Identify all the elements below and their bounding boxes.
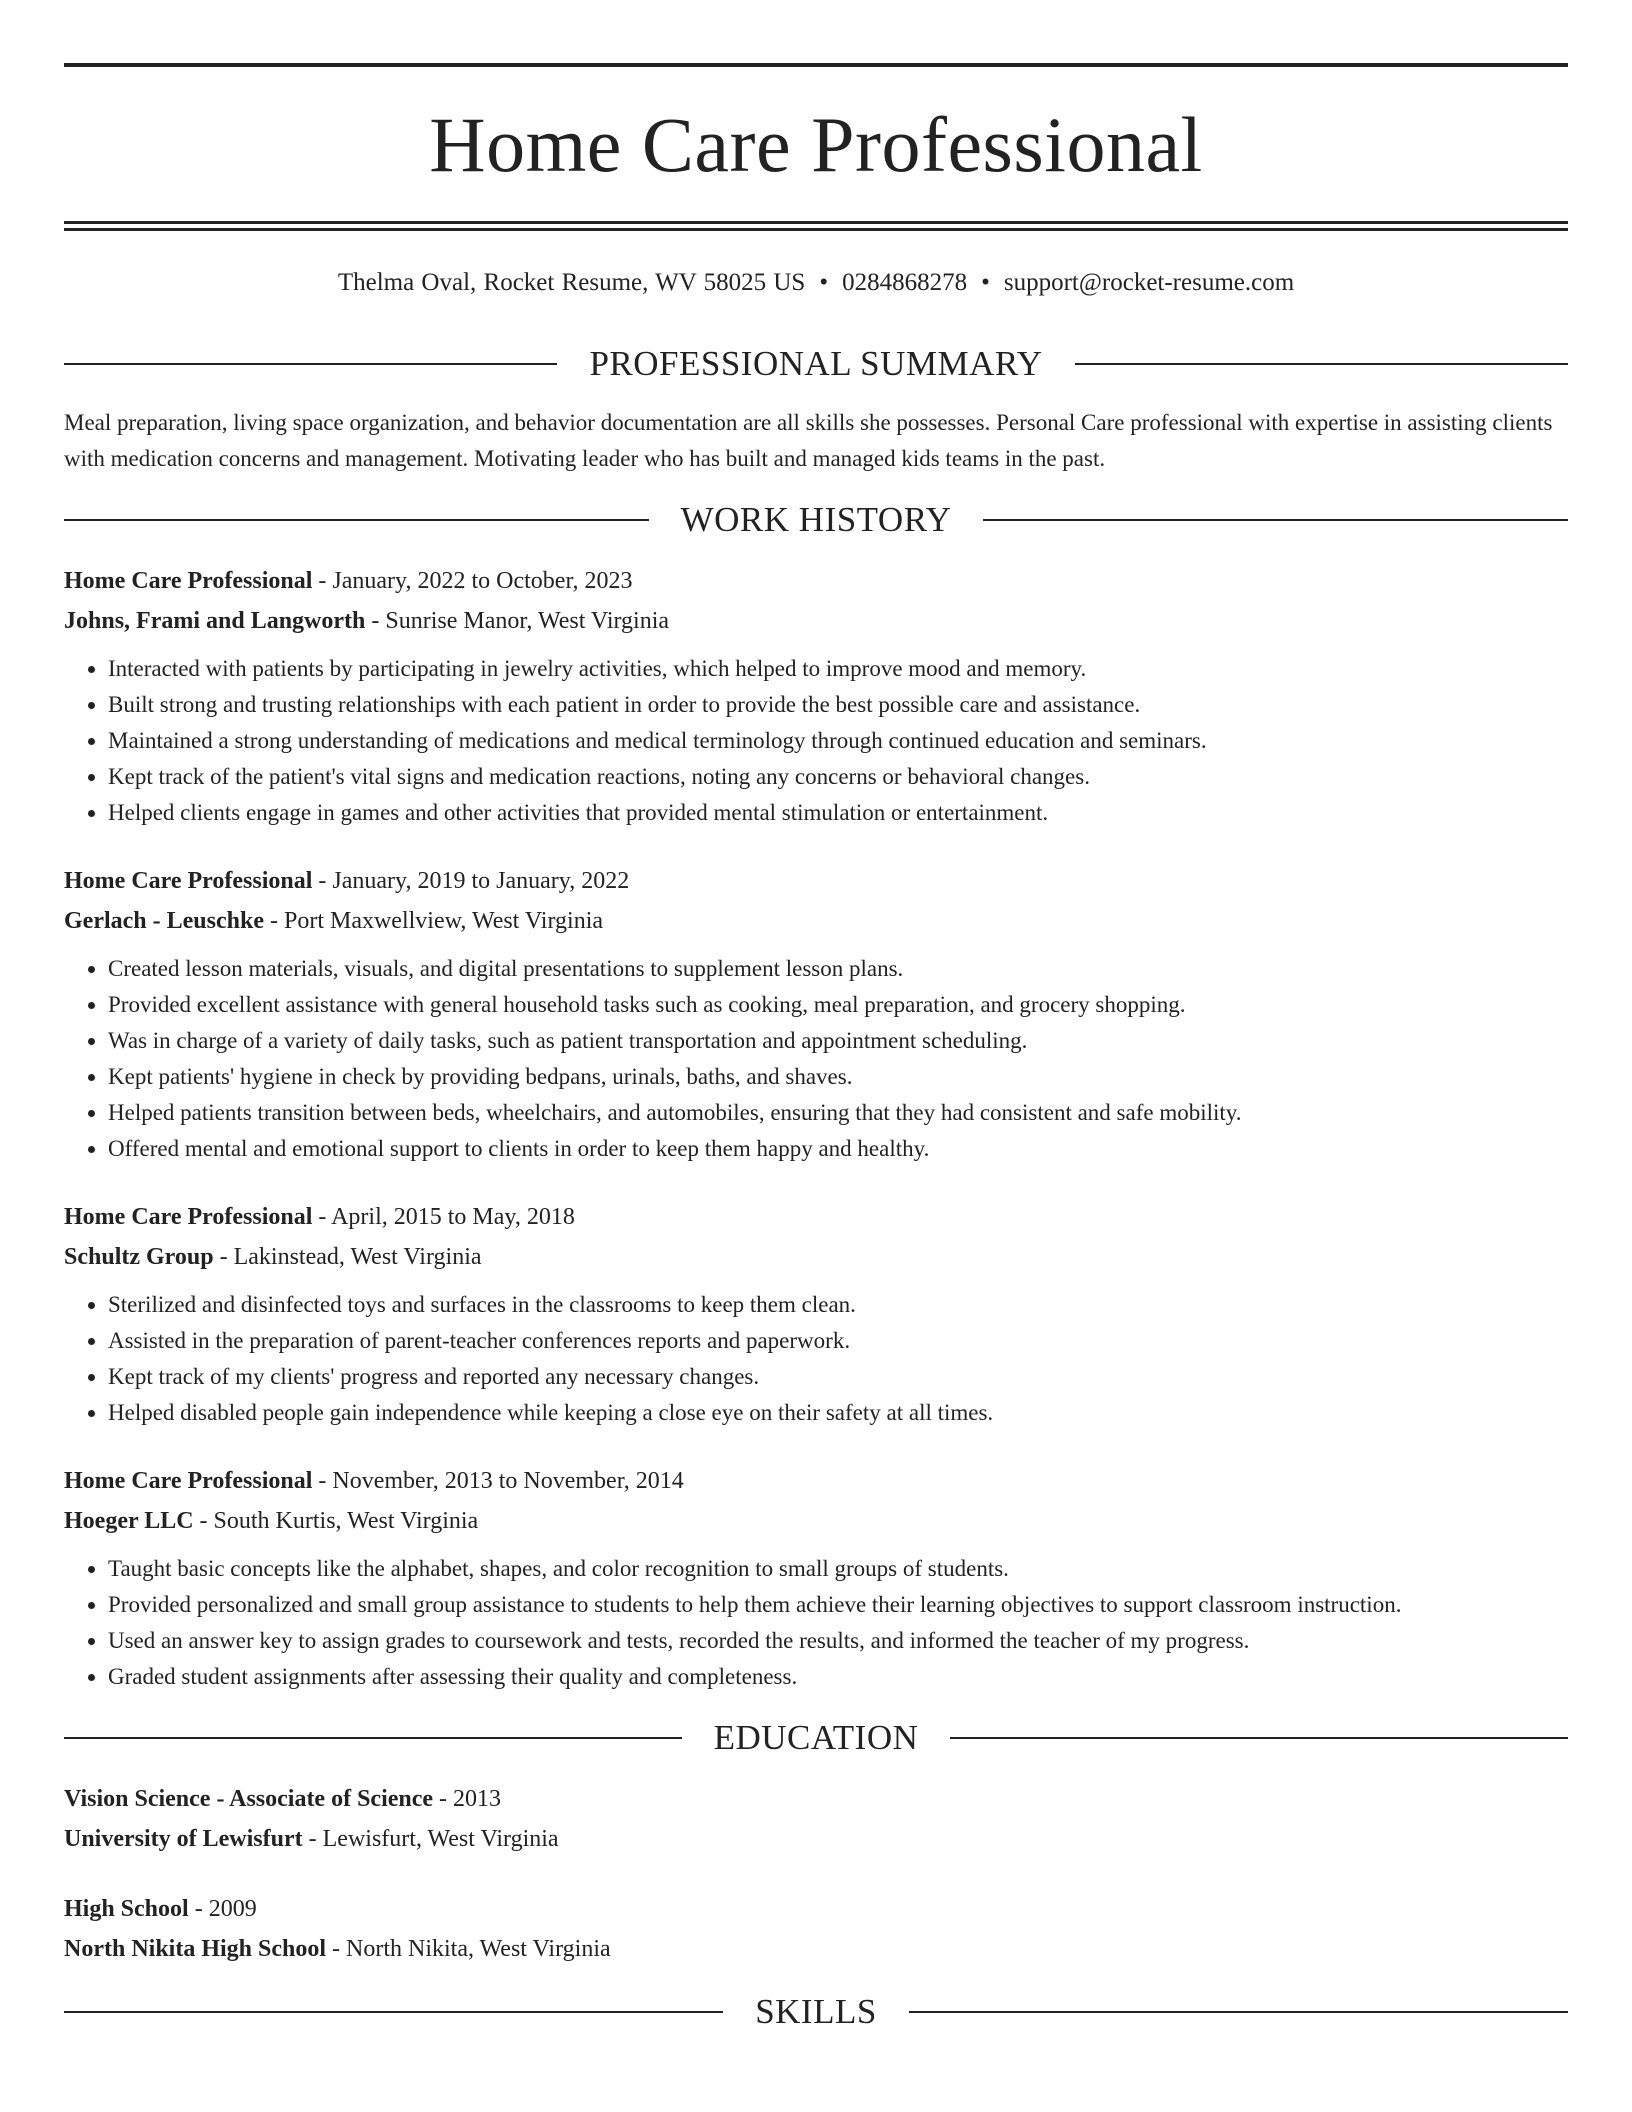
job-dates: - January, 2022 to October, 2023 [318, 568, 633, 594]
section-heading-education [64, 1717, 1568, 1759]
job-title-line [64, 561, 1568, 601]
job-location: - Lakinstead, West Virginia [219, 1244, 482, 1270]
job-dates: - January, 2019 to January, 2022 [318, 868, 630, 894]
job-bullet: • Offered mental and emotional support to clients in order to keep them happy and healthy. [108, 1131, 1568, 1167]
contact-separator: • [981, 269, 990, 296]
job-bullet: • Helped patients transition between beds, wheelchairs, and automobiles, ensuring that they had consistent and safe mobility. [108, 1095, 1568, 1131]
contact-address: Thelma Oval, Rocket Resume, WV 58025 US [337, 269, 806, 296]
heading-rule [64, 363, 557, 365]
education-school-line [64, 1819, 1568, 1859]
job-bullet: • Kept track of the patient's vital signs and medication reactions, noting any concerns or behavioral changes. [108, 759, 1568, 795]
education-degree-line [64, 1889, 1568, 1929]
job-bullet: • Provided excellent assistance with general household tasks such as cooking, meal preparation, and grocery shopping. [108, 987, 1568, 1023]
job-bullet: • Built strong and trusting relationships with each patient in order to provide the best possible care and assistance. [108, 687, 1568, 723]
job-title: Home Care Professional [64, 1468, 313, 1494]
education-school: North Nikita High School [64, 1936, 327, 1962]
section-title: PROFESSIONAL SUMMARY [589, 344, 1043, 383]
job-entry [64, 561, 1568, 831]
education-degree: Vision Science - Associate of Science [64, 1786, 434, 1812]
job-bullet: • Kept track of my clients' progress and reported any necessary changes. [108, 1359, 1568, 1395]
heading-rule [983, 519, 1568, 521]
heading-rule [64, 1737, 682, 1739]
heading-rule [1075, 363, 1568, 365]
heading-rule [64, 2011, 723, 2013]
job-bullet: • Assisted in the preparation of parent-teacher conferences reports and paperwork. [108, 1323, 1568, 1359]
job-location: - Sunrise Manor, West Virginia [371, 608, 670, 634]
job-title-line [64, 1461, 1568, 1501]
job-bullet: • Helped disabled people gain independence while keeping a close eye on their safety at all times. [108, 1395, 1568, 1431]
heading-rule [64, 519, 649, 521]
contact-phone: 0284868278 [842, 269, 968, 296]
job-bullet: • Helped clients engage in games and other activities that provided mental stimulation or entertainment. [108, 795, 1568, 831]
job-bullet: • Taught basic concepts like the alphabet, shapes, and color recognition to small groups of students. [108, 1551, 1568, 1587]
section-heading-work [64, 499, 1568, 541]
job-company-line [64, 601, 1568, 641]
resume-name: Home Care Professional [429, 101, 1203, 188]
education-degree-line [64, 1779, 1568, 1819]
contact-line [64, 267, 1568, 299]
job-bullets [64, 1287, 1568, 1431]
job-dates: - November, 2013 to November, 2014 [318, 1468, 684, 1494]
job-bullets [64, 1551, 1568, 1695]
section-heading-skills [64, 1991, 1568, 2033]
education-entry [64, 1779, 1568, 1859]
job-bullet: • Provided personalized and small group assistance to students to help them achieve their learning objectives to support classroom instruction. [108, 1587, 1568, 1623]
job-company-line [64, 1237, 1568, 1277]
contact-email[interactable]: support@rocket-resume.com [1003, 269, 1295, 296]
job-company: Gerlach - Leuschke [64, 908, 264, 934]
job-dates: - April, 2015 to May, 2018 [318, 1204, 575, 1230]
job-bullet: • Was in charge of a variety of daily tasks, such as patient transportation and appointment scheduling. [108, 1023, 1568, 1059]
job-location: - Port Maxwellview, West Virginia [269, 908, 604, 934]
job-bullets [64, 951, 1568, 1167]
job-company: Schultz Group [64, 1244, 214, 1270]
job-company-line [64, 901, 1568, 941]
job-bullet: • Sterilized and disinfected toys and surfaces in the classrooms to keep them clean. [108, 1287, 1568, 1323]
education-degree: High School [64, 1896, 189, 1922]
education-location: - Lewisfurt, West Virginia [308, 1826, 559, 1852]
education-year: - 2009 [194, 1896, 257, 1922]
contact-separator: • [819, 269, 829, 296]
job-title: Home Care Professional [64, 568, 313, 594]
job-location: - South Kurtis, West Virginia [199, 1508, 479, 1534]
heading-rule [909, 2011, 1568, 2013]
job-bullet: • Maintained a strong understanding of medications and medical terminology through continued education and seminars. [108, 723, 1568, 759]
section-title: EDUCATION [713, 1718, 919, 1757]
job-bullet: • Interacted with patients by participating in jewelry activities, which helped to improve mood and memory. [108, 651, 1568, 687]
section-title: SKILLS [755, 1992, 877, 2031]
job-bullet: • Graded student assignments after assessing their quality and completeness. [108, 1659, 1568, 1695]
education-school-line [64, 1929, 1568, 1969]
section-title: WORK HISTORY [680, 500, 952, 539]
top-rule [64, 63, 1568, 67]
job-entry [64, 1461, 1568, 1695]
job-entry [64, 861, 1568, 1167]
job-bullet: • Used an answer key to assign grades to coursework and tests, recorded the results, and informed the teacher of my progress. [108, 1623, 1568, 1659]
heading-rule [950, 1737, 1568, 1739]
job-bullet: • Created lesson materials, visuals, and digital presentations to supplement lesson plans. [108, 951, 1568, 987]
double-rule [64, 221, 1568, 231]
job-title-line [64, 861, 1568, 901]
job-entry [64, 1197, 1568, 1431]
education-location: - North Nikita, West Virginia [332, 1936, 611, 1962]
job-company: Hoeger LLC [64, 1508, 194, 1534]
section-heading-summary [64, 343, 1568, 385]
education-year: - 2013 [439, 1786, 502, 1812]
job-title: Home Care Professional [64, 1204, 313, 1230]
job-company-line [64, 1501, 1568, 1541]
job-company: Johns, Frami and Langworth [64, 608, 366, 634]
summary-text: Meal preparation, living space organization, and behavior documentation are all skills she possesses. Personal Care professional with expertise in assisting clients with medication concerns and management. Motivating leader who has built and managed kids teams in the past. [64, 410, 1553, 471]
job-title-line [64, 1197, 1568, 1237]
education-school: University of Lewisfurt [64, 1826, 303, 1852]
job-bullets [64, 651, 1568, 831]
job-bullet: • Kept patients' hygiene in check by providing bedpans, urinals, baths, and shaves. [108, 1059, 1568, 1095]
job-title: Home Care Professional [64, 868, 313, 894]
education-entry [64, 1889, 1568, 1969]
